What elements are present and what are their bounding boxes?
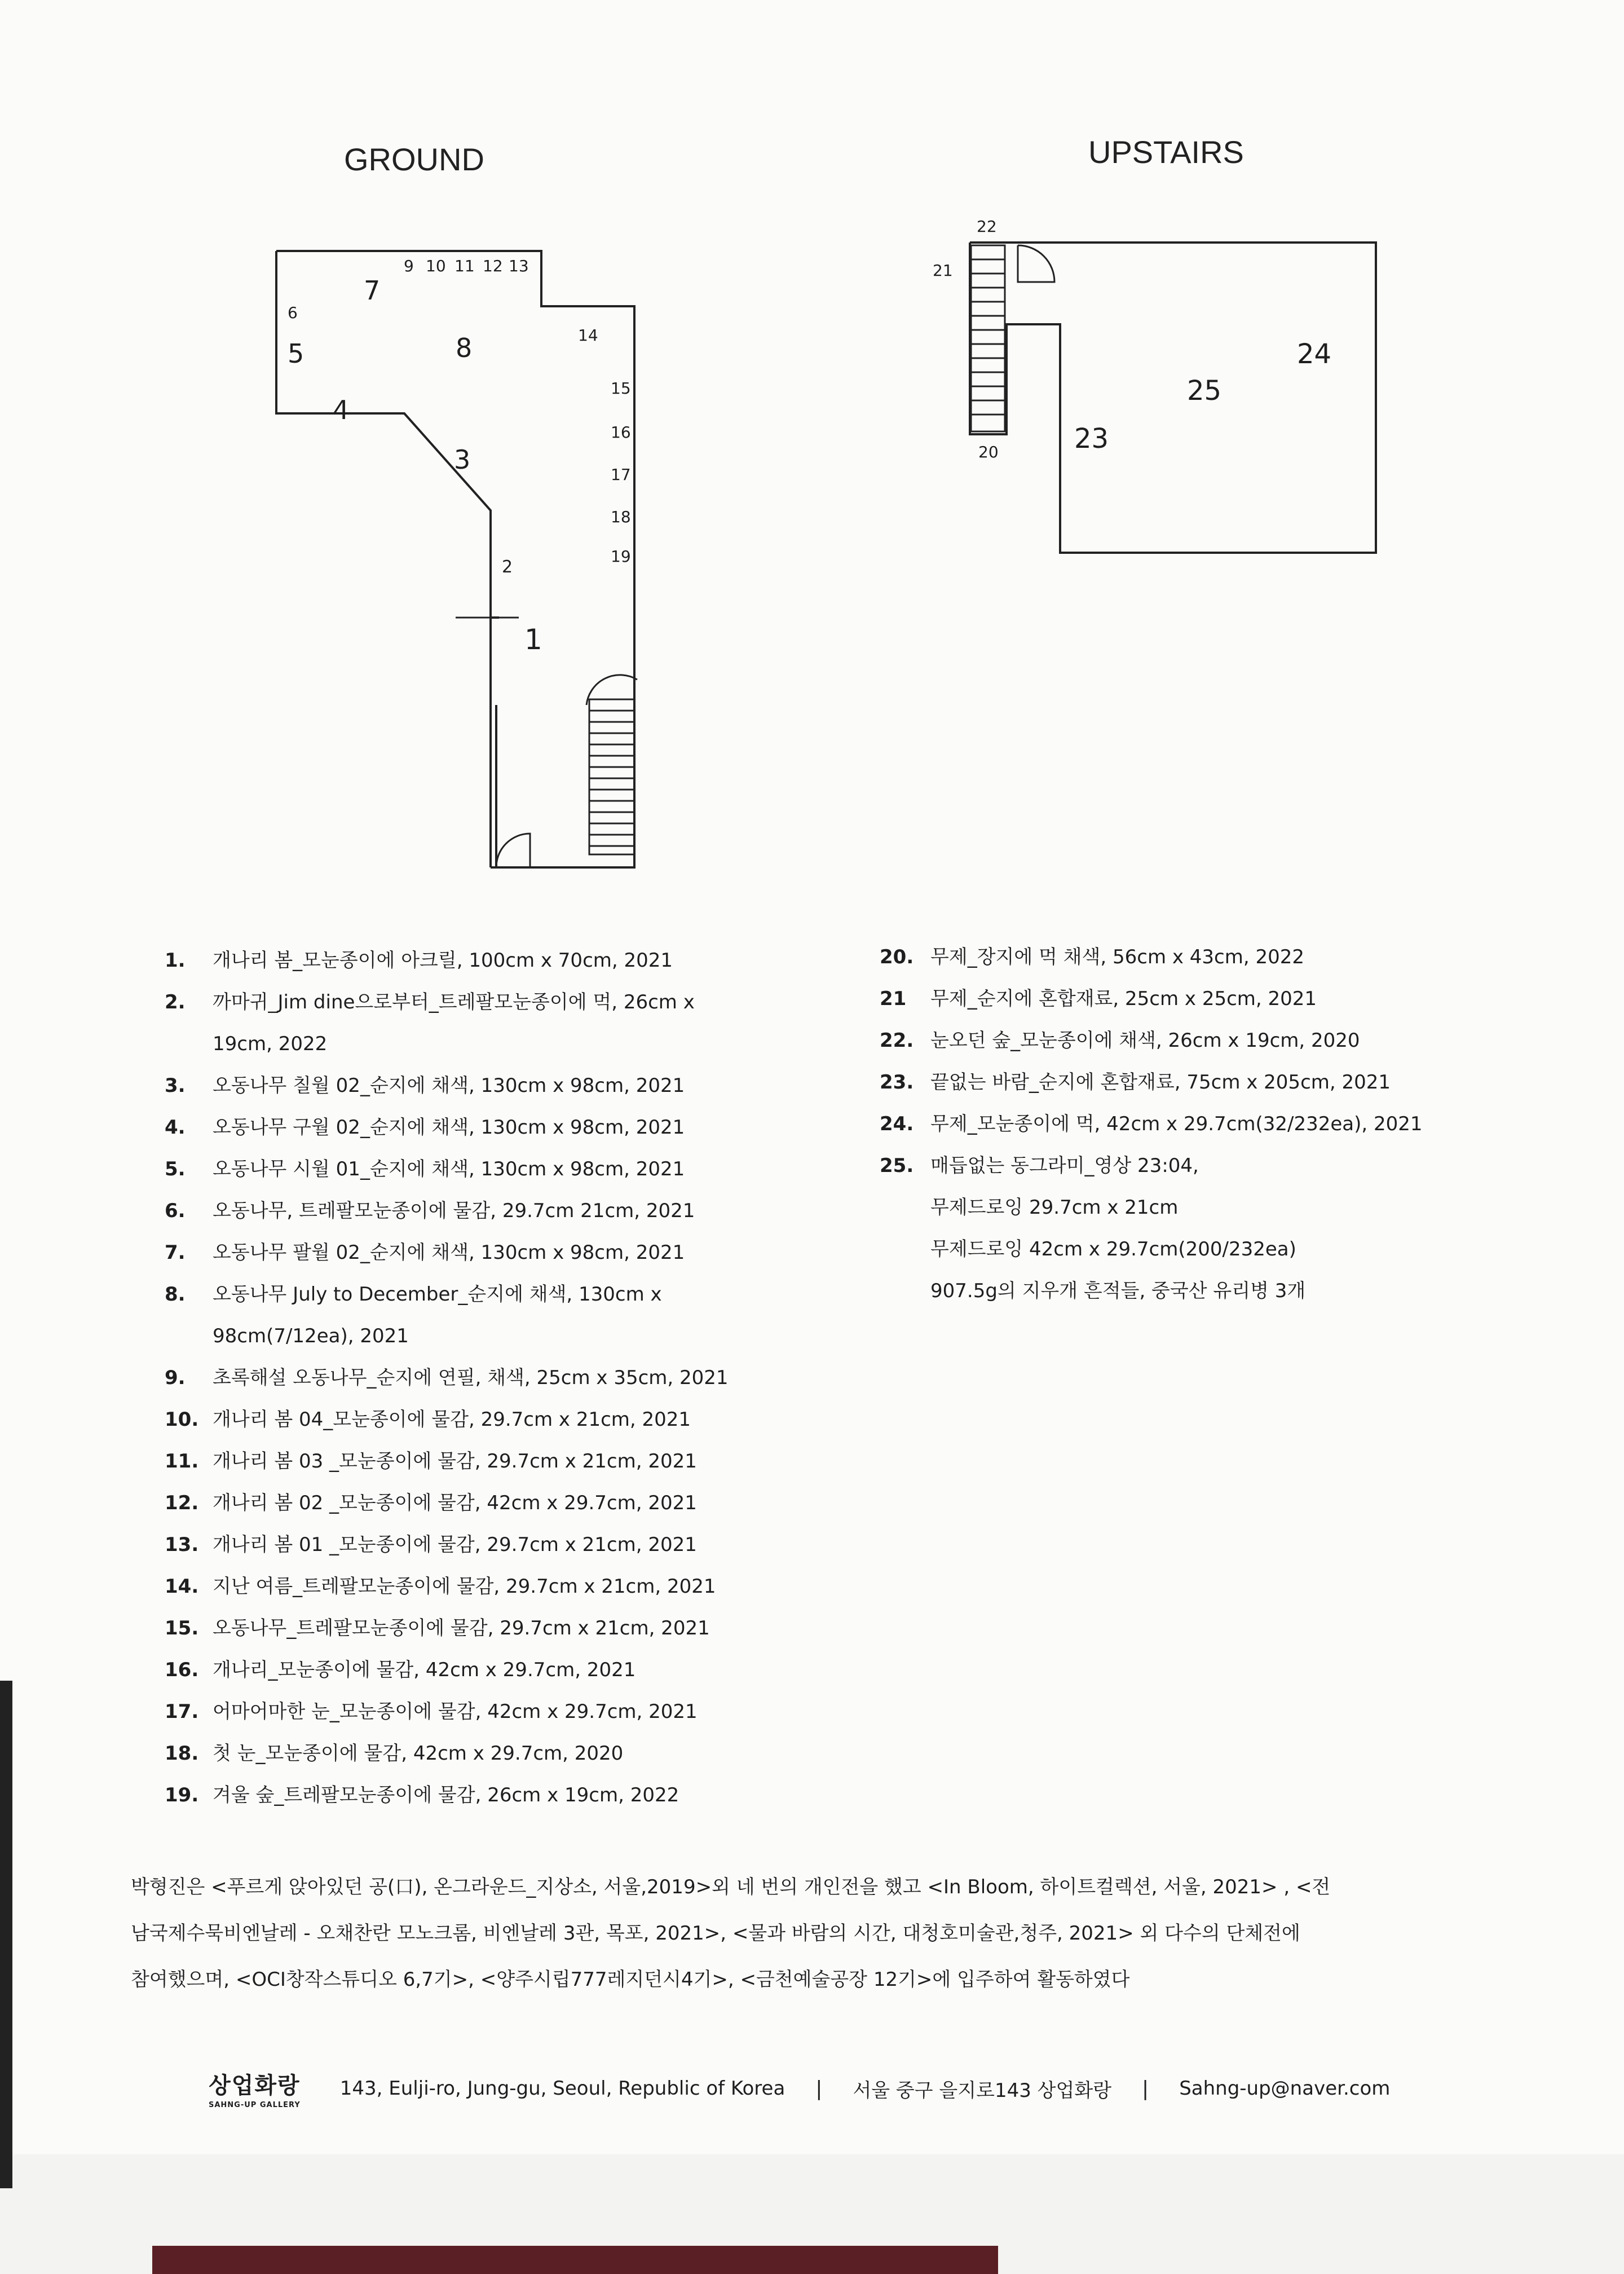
upstairs-title: UPSTAIRS [1088, 134, 1244, 170]
plan-label: 20 [978, 443, 999, 461]
ground-title: GROUND [344, 142, 484, 177]
list-item: 1. 개나리 봄_모눈종이에 아크릴, 100cm x 70cm, 2021 [165, 949, 673, 972]
list-item: 9. 초록해설 오동나무_순지에 연필, 채색, 25cm x 35cm, 2021 [165, 1367, 729, 1389]
footer [209, 2063, 1390, 2114]
list-item: 8. 오동나무 July to December_순지에 채색, 130cm x 98cm(7/12ea), 2021 [165, 1283, 662, 1347]
list-item: 25. 매듭없는 동그라미_영상 23:04, [880, 1154, 1199, 1177]
list-item: 22. 눈오던 숲_모눈종이에 채색, 26cm x 19cm, 2020 [880, 1029, 1360, 1052]
plan-label: 10 [426, 257, 446, 275]
plan-label: 22 [977, 217, 997, 236]
list-item: 14. 지난 여름_트레팔모눈종이에 물감, 29.7cm x 21cm, 2021 [165, 1575, 716, 1598]
list-item: 24. 무제_모눈종이에 먹, 42cm x 29.7cm(32/232ea), 2021 [880, 1113, 1423, 1135]
plan-label: 4 [333, 395, 350, 425]
bio-line: 박형진은 <푸르게 앉아있던 공(口), 온그라운드_지상소, 서울,2019>외 네 번의 개인전을 했고 <In Bloom, 하이트컬렉션, 서울, 2021> , <전 [131, 1876, 1331, 1898]
list-item: 3. 오동나무 칠월 02_순지에 채색, 130cm x 98cm, 2021 [165, 1074, 685, 1097]
list-item: 15. 오동나무_트레팔모눈종이에 물감, 29.7cm x 21cm, 2021 [165, 1617, 710, 1640]
list-item: 무제드로잉 42cm x 29.7cm(200/232ea) [930, 1238, 1296, 1261]
paper-edge-shadow [0, 1681, 12, 2188]
plan-label: 2 [502, 557, 513, 577]
list-item: 907.5g의 지우개 흔적들, 중국산 유리병 3개 [930, 1280, 1306, 1302]
list-item: 무제드로잉 29.7cm x 21cm [930, 1196, 1179, 1219]
list-item: 13. 개나리 봄 01 _모눈종이에 물감, 29.7cm x 21cm, 2021 [165, 1533, 697, 1556]
list-item: 10. 개나리 봄 04_모눈종이에 물감, 29.7cm x 21cm, 2021 [165, 1408, 691, 1431]
plan-label: 19 [611, 547, 631, 566]
list-item: 12. 개나리 봄 02 _모눈종이에 물감, 42cm x 29.7cm, 2021 [165, 1492, 697, 1514]
plan-label: 23 [1074, 423, 1109, 455]
plan-label: 15 [611, 379, 631, 398]
plan-label: 12 [483, 257, 503, 275]
ground-floor-plan [248, 141, 677, 891]
list-item: 17. 어마어마한 눈_모눈종이에 물감, 42cm x 29.7cm, 2021 [165, 1700, 698, 1723]
separator: | [815, 2077, 823, 2100]
list-item: 6. 오동나무, 트레팔모눈종이에 물감, 29.7cm 21cm, 2021 [165, 1200, 695, 1222]
list-item: 20. 무제_장지에 먹 채색, 56cm x 43cm, 2022 [880, 946, 1305, 968]
works-list-right [880, 936, 1511, 1312]
bio-line: 참여했으며, <OCI창작스튜디오 6,7기>, <양주시립777레지던시4기>, <금천예술공장 12기>에 입주하여 활동하였다 [131, 1968, 1130, 1991]
address-korean: 서울 중구 을지로143 상업화랑 [853, 2079, 1112, 2102]
plan-label: 13 [509, 257, 529, 275]
plan-label: 24 [1297, 338, 1332, 370]
artist-bio [131, 1864, 1495, 2003]
bottom-strip [152, 2246, 998, 2274]
list-item: 21 무제_순지에 혼합재료, 25cm x 25cm, 2021 [880, 988, 1317, 1010]
works-list-left [165, 940, 796, 1816]
plan-label: 7 [364, 275, 381, 306]
list-item: 2. 까마귀_Jim dine으로부터_트레팔모눈종이에 먹, 26cm x 19cm, 2022 [165, 991, 695, 1055]
plan-label: 17 [611, 465, 631, 484]
list-item: 23. 끝없는 바람_순지에 혼합재료, 75cm x 205cm, 2021 [880, 1071, 1391, 1094]
list-item: 5. 오동나무 시월 01_순지에 채색, 130cm x 98cm, 2021 [165, 1158, 685, 1180]
plan-label: 1 [524, 623, 542, 656]
logo-english: SAHNG-UP GALLERY [209, 2101, 301, 2109]
list-item: 16. 개나리_모눈종이에 물감, 42cm x 29.7cm, 2021 [165, 1659, 636, 1681]
plan-label: 18 [611, 508, 631, 526]
gallery-logo [209, 2068, 301, 2109]
plan-label: 11 [454, 257, 475, 275]
email-link[interactable]: Sahng-up@naver.com [1179, 2077, 1391, 2100]
list-item: 19. 겨울 숲_트레팔모눈종이에 물감, 26cm x 19cm, 2022 [165, 1784, 679, 1806]
address-english: 143, Eulji-ro, Jung-gu, Seoul, Republic of Korea [339, 2077, 785, 2100]
plan-label: 5 [288, 338, 304, 369]
plan-label: 21 [933, 261, 953, 280]
plan-label: 8 [456, 333, 473, 363]
list-item: 11. 개나리 봄 03 _모눈종이에 물감, 29.7cm x 21cm, 2021 [165, 1450, 697, 1473]
list-item: 18. 첫 눈_모눈종이에 물감, 42cm x 29.7cm, 2020 [165, 1742, 624, 1765]
upstairs-floor-plan [925, 133, 1398, 572]
plan-label: 14 [578, 326, 598, 345]
list-item: 4. 오동나무 구월 02_순지에 채색, 130cm x 98cm, 2021 [165, 1116, 685, 1139]
bio-line: 남국제수묵비엔날레 - 오채찬란 모노크롬, 비엔날레 3관, 목포, 2021>, <물과 바람의 시간, 대청호미술관,청주, 2021> 외 다수의 단체전에 [131, 1922, 1300, 1945]
separator: | [1142, 2077, 1149, 2100]
plan-label: 3 [454, 444, 471, 475]
plan-label: 9 [404, 257, 414, 275]
list-item: 7. 오동나무 팔월 02_순지에 채색, 130cm x 98cm, 2021 [165, 1241, 685, 1264]
plan-label: 16 [611, 423, 631, 442]
logo-korean: 상업화랑 [209, 2073, 301, 2099]
plan-label: 6 [288, 303, 298, 322]
plan-label: 25 [1187, 375, 1222, 407]
